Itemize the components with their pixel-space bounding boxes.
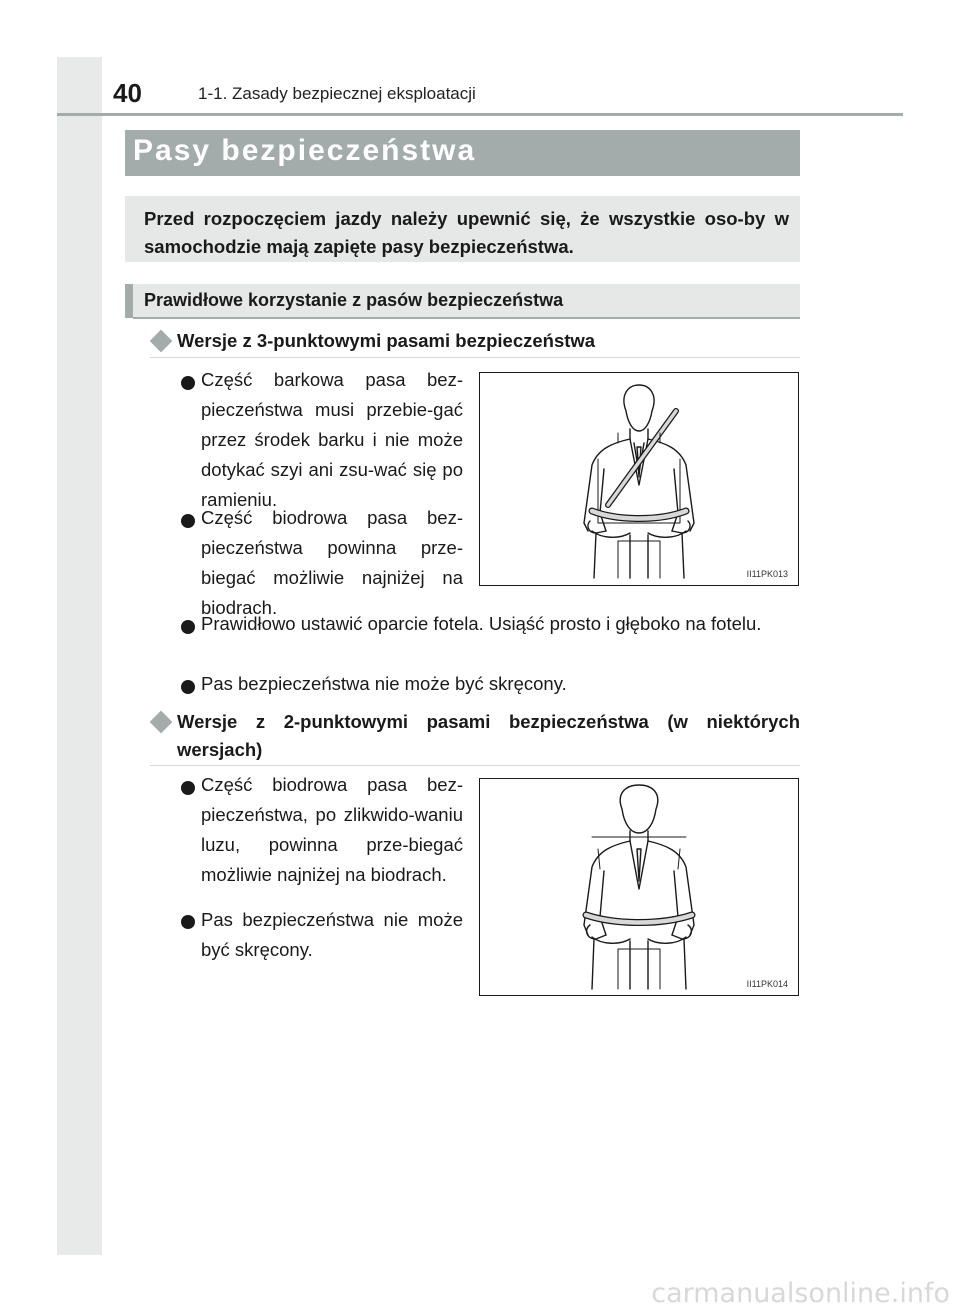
divider (150, 357, 800, 358)
diamond-icon (150, 711, 173, 734)
divider (150, 765, 800, 766)
three-point-heading: Wersje z 3-punktowymi pasami bezpieczeństwa (177, 330, 596, 351)
figure-code: II11PK014 (746, 979, 788, 989)
watermark: carmanualsonline.info (651, 1278, 950, 1309)
diamond-icon (150, 330, 173, 353)
bullet-icon (181, 915, 195, 929)
bullet-text: Część biodrowa pasa bez-pieczeństwa, po zlikwido-waniu luzu, powinna prze-biegać możliwie najniżej na biodrach. (201, 774, 463, 885)
bullet-icon (181, 620, 195, 634)
chapter-title: 1-1. Zasady bezpiecznej eksploatacji (198, 84, 476, 103)
seatbelt-2point-illustration (479, 778, 799, 996)
header-rule (57, 113, 903, 116)
section-heading: Prawidłowe korzystanie z pasów bezpieczeństwa (144, 290, 564, 310)
page-number: 40 (113, 78, 142, 108)
intro-text: Przed rozpoczęciem jazdy należy upewnić się, że wszystkie oso-by w samochodzie mają zapięte pasy bezpieczeństwa. (144, 208, 789, 257)
section-underline (133, 317, 800, 319)
bullet-icon (181, 781, 195, 795)
side-band (57, 57, 102, 1255)
seatbelt-3point-illustration (479, 372, 799, 586)
bullet-text: Prawidłowo ustawić oparcie fotela. Usiąść prosto i głęboko na fotelu. (201, 613, 762, 634)
bullet-text: Pas bezpieczeństwa nie może być skręcony. (201, 909, 463, 960)
two-point-heading: Wersje z 2-punktowymi pasami bezpieczeństwa (w niektórych wersjach) (177, 711, 800, 760)
bullet-text: Część biodrowa pasa bez-pieczeństwa powinna prze-biegać możliwie najniżej na biodrach. (201, 507, 463, 618)
bullet-text: Pas bezpieczeństwa nie może być skręcony. (201, 673, 567, 694)
bullet-icon (181, 376, 195, 390)
figure-code: II11PK013 (746, 569, 788, 579)
page-title: Pasy bezpieczeństwa (133, 134, 477, 167)
bullet-icon (181, 514, 195, 528)
section-accent (125, 284, 133, 318)
bullet-text: Część barkowa pasa bez-pieczeństwa musi przebie-gać przez środek barku i nie może dotykać szyi ani zsu-wać się po ramieniu. (201, 369, 463, 510)
bullet-icon (181, 680, 195, 694)
